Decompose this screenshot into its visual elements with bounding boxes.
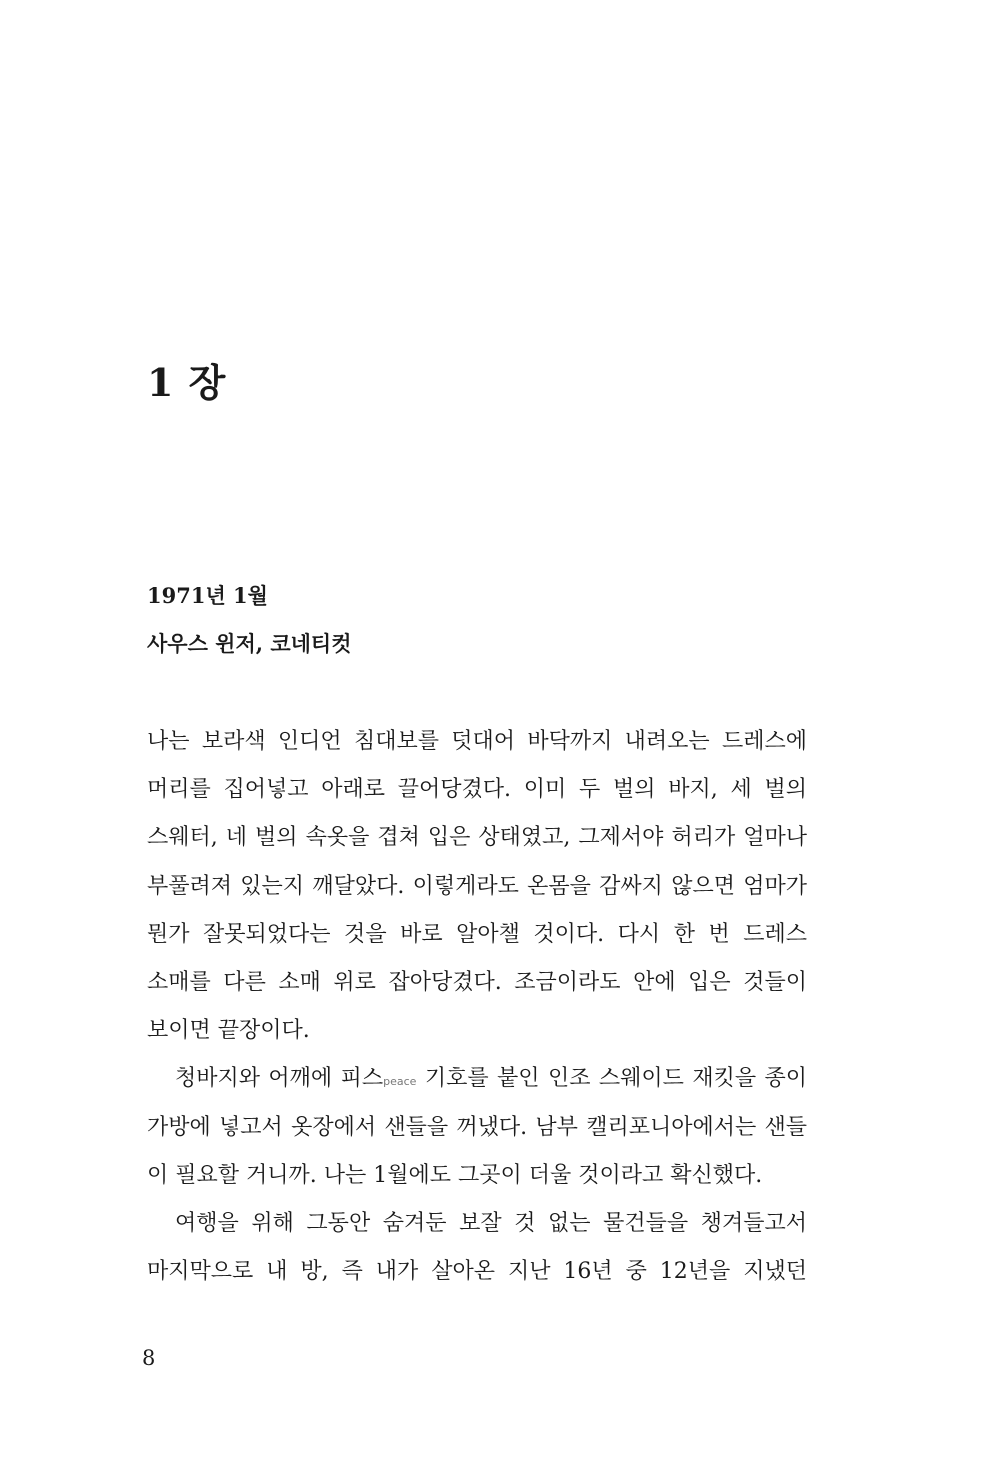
- dateline-place: 사우스 윈저, 코네티컷: [147, 631, 352, 656]
- text-line: 여행을 위해 그동안 숨겨둔 보잘 것 없는 물건들을 챙겨들고서: [175, 1210, 807, 1236]
- text-line: 가방에 넣고서 옷장에서 샌들을 꺼냈다. 남부 캘리포니아에서는 샌들: [147, 1114, 807, 1140]
- body-text: [147, 724, 807, 1302]
- page-number: 8: [142, 1346, 156, 1370]
- text-line: 보이면 끝장이다.: [147, 1018, 310, 1044]
- text-segment: 기호를 붙인 인조 스웨이드 재킷을 종이: [416, 1066, 807, 1092]
- text-line: 머리를 집어넣고 아래로 끌어당겼다. 이미 두 벌의 바지, 세 벌의: [147, 777, 807, 803]
- text-line: 이 필요할 거니까. 나는 1월에도 그곳이 더울 것이라고 확신했다.: [147, 1162, 763, 1188]
- chapter-title: 1 장: [147, 360, 227, 405]
- text-line-with-gloss: [147, 1061, 807, 1109]
- text-line: 소매를 다른 소매 위로 잡아당겼다. 조금이라도 안에 입은 것들이: [147, 969, 807, 995]
- text-line: 뭔가 잘못되었다는 것을 바로 알아챌 것이다. 다시 한 번 드레스: [147, 921, 807, 947]
- text-line: 스웨터, 네 벌의 속옷을 겹쳐 입은 상태였고, 그제서야 허리가 얼마나: [147, 825, 807, 851]
- dateline-date: 1971년 1월: [147, 583, 268, 608]
- text-line: 마지막으로 내 방, 즉 내가 살아온 지난 16년 중 12년을 지냈던: [147, 1259, 807, 1285]
- text-line: 부풀려져 있는지 깨달았다. 이렇게라도 온몸을 감싸지 않으면 엄마가: [147, 873, 807, 899]
- text-segment: 청바지와 어깨에 피스: [175, 1066, 384, 1092]
- text-line: 나는 보라색 인디언 침대보를 덧대어 바닥까지 내려오는 드레스에: [147, 729, 807, 754]
- gloss-peace: peace: [383, 1075, 417, 1089]
